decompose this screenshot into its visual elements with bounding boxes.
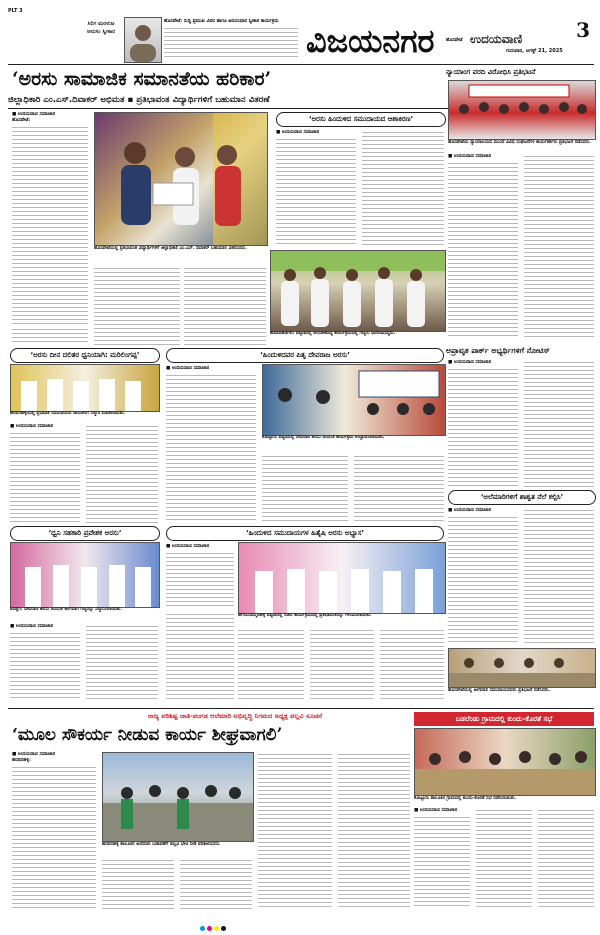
page-number: 3 — [576, 18, 590, 42]
registration-marks — [200, 916, 440, 924]
bottom-right-col3 — [538, 808, 594, 909]
folio: PLT 3 — [8, 8, 23, 14]
group-photo-icon — [271, 251, 445, 331]
box2-col2 — [86, 424, 158, 523]
box1-headline: ‘ಅರಸು ಹಿಂದುಳಿದ ಸಮುದಾಯದ ಆಶಾಕಿರಣ’ — [276, 112, 446, 127]
bottom-right-col2 — [476, 808, 532, 909]
black-mark — [221, 926, 226, 931]
box4-col4 — [310, 628, 374, 701]
bottom-right-caption: ಕೊಟ್ಟೂರು ತಾಲೂಕಿನ ಗ್ರಾಮದಲ್ಲಿ ಕುಂದು-ಕೊರತೆ ಸಭೆ ನಡೆಸಲಾಯಿತು. — [414, 796, 517, 801]
box5-photo — [10, 542, 160, 608]
masthead-title: ವಿಜಯನಗರ — [306, 22, 435, 60]
lead-column-3 — [184, 266, 266, 346]
magenta-mark — [207, 926, 212, 931]
columnist-photo — [124, 17, 162, 63]
bottom-photo — [102, 752, 254, 842]
box5-col1 — [10, 631, 80, 701]
protest-caption: ಹೊಸಪೇಟೆಯ ನ್ಯಾಯಾಲಯದ ಮುಂದೆ ವಿವಿಧ ಸಂಘಟನೆಗಳ ಕಾರ್ಯಕರ್ತರು ಪ್ರತಿಭಟನೆ ನಡೆಸಿದರು. — [448, 140, 592, 145]
box5-col2 — [86, 624, 158, 701]
box3-col1 — [166, 373, 256, 523]
box4-caption: ಹಗರಿಬೊಮ್ಮನಹಳ್ಳಿ ಪಟ್ಟಣದಲ್ಲಿ ನಡೆದ ಕಾರ್ಯಕ್ರಮದಲ್ಲಿ ಪ್ರತಿಭಾವಂತರನ್ನು ಗೌರವಿಸಲಾಯಿತು. — [238, 613, 372, 618]
right-byline: ■ ಉದಯವಾಣಿ ಸಮಾಚಾರ — [448, 154, 492, 159]
box5-caption: ಕೂಡ್ಲಿಗಿ: ದೇವರಾಜ ಅರಸು ಜಯಂತಿ ಅಂಗವಾಗಿ ಗಣ್ಯರನ್ನು ಸನ್ಮಾನಿಸಲಾಯಿತು. — [10, 607, 122, 612]
box3-col2 — [262, 454, 348, 523]
dais-icon — [263, 365, 445, 435]
bottom-dateline: ಹರಪನಹಳ್ಳಿ: — [12, 758, 31, 763]
box2-caption: ಹರಪನಹಳ್ಳಿಯಲ್ಲಿ ಪ್ರಭಾವಿತ ಸಮುದಾಯದ ನಾಯಕರಿಗೆ ಸನ್ಮಾನ ಮಾಡಲಾಯಿತು. — [10, 411, 126, 416]
box4-col3 — [238, 628, 304, 701]
cyan-mark — [200, 926, 205, 931]
lead-headline: ‘ಅರಸು ಸಾಮಾಜಿಕ ಸಮಾನತೆಯ ಹರಿಕಾರ’ — [12, 68, 272, 90]
lead-rule — [8, 108, 448, 109]
box1-col2 — [362, 130, 444, 247]
portrait-icon — [125, 18, 161, 62]
notice-headline: ಅಪ್ರಾವೃತ ಪಾರ್ಕ್ ಅಭ್ಯರ್ಥಿಗಳಿಗೆ ನೋಟಿಸ್ — [446, 346, 550, 355]
box5-byline: ■ ಉದಯವಾಣಿ ಸಮಾಚಾರ — [10, 624, 54, 629]
crowd-icon — [449, 81, 595, 139]
box5-headline: ‘ಧ್ವನಿ ಸಹಕಾರಿ ಪ್ರವೇಶಕ ಅರಸು’ — [10, 526, 160, 541]
bottom-right-col1 — [414, 815, 470, 909]
box4-col5 — [380, 628, 444, 701]
right-col1 — [448, 161, 518, 339]
box1-col1 — [276, 137, 356, 247]
quote-label: ಸಿರಿಗ ಮರಳುಜ ಅನುಸಂ ಸ್ವೀಕಾರ — [87, 21, 115, 35]
masthead-rule — [8, 64, 594, 65]
right-col2 — [524, 154, 594, 339]
village-meeting-icon — [415, 729, 595, 795]
box3-caption: ಕೊಟ್ಟೂರು ಪಟ್ಟಣದಲ್ಲಿ ದೇವರಾಜ ಅರಸು ಜಯಂತಿ ಕಾರ್ಯಕ್ರಮ ಉದ್ಘಾಟಿಸಲಾಯಿತು. — [262, 435, 385, 440]
box6-byline: ■ ಉದಯವಾಣಿ ಸಮಾಚಾರ — [448, 508, 492, 513]
masthead-info — [446, 20, 594, 62]
notice-col1 — [448, 367, 518, 487]
lead-column-1 — [12, 125, 88, 325]
lead-photo — [94, 112, 268, 246]
box1-photo — [270, 250, 446, 332]
box4-byline: ■ ಉದಯವಾಣಿ ಸಮಾಚಾರ — [166, 544, 210, 549]
edition: ಹೊಸಪೇಟೆ — [446, 38, 463, 43]
box3-headline: ‘ಹಿಂದುಳಿದವರ ಪಿತೃ ದೇವರಾಜ ಅರಸು’ — [166, 348, 444, 363]
bottom-kicker: ರಾಜ್ಯ ಪರಿಶಿಷ್ಟ ಜಾತಿ-ಪಂಗಡ ಆಲೆಮಾರಿ ಅಭಿವೃದ್ಧಿ ನಿಗಮದ ಅಧ್ಯಕ್ಷ ಪಲ್ಲವಿ ಸೂಚನೆ — [147, 712, 323, 720]
bottom-byline: ■ ಉದಯವಾಣಿ ಸಮಾಚಾರ — [12, 752, 56, 757]
bottom-right-photo — [414, 728, 596, 796]
bottom-col4 — [258, 752, 332, 909]
bottom-rule — [8, 708, 594, 709]
lead-subhead: ಜಿಲ್ಲಾಧಿಕಾರಿ ಎಂ.ಎಸ್.ದಿವಾಕರ್ ಅಭಿಮತ ▪ ಪ್ರತಿಭಾವಂತ ವಿದ್ಯಾರ್ಥಿಗಳಿಗೆ ಬಹುಮಾನ ವಿತರಣೆ — [8, 95, 270, 105]
box4-col2 — [166, 612, 234, 701]
lead-dateline: ಹೊಸಪೇಟೆ: — [12, 118, 31, 123]
lead-byline: ■ ಉದಯವಾಣಿ ಸಮಾಚಾರ — [12, 112, 56, 117]
box2-photo — [10, 364, 160, 412]
box6-col2 — [524, 508, 594, 645]
notice-col2 — [524, 360, 594, 487]
right-top-headline: ನ್ಯಾಯಾಂಗ ವರದಿ ವಿರೋಧಿಸಿ ಪ್ರತಿಭಟನೆ — [446, 68, 536, 76]
box4-photo — [238, 542, 446, 614]
felicitation-icon — [11, 543, 159, 607]
meeting-icon — [449, 649, 595, 687]
box3-byline: ■ ಉದಯವಾಣಿ ಸಮಾಚಾರ — [166, 366, 210, 371]
notice-byline: ■ ಉದಯವಾಣಿ ಸಮಾಚಾರ — [448, 360, 492, 365]
issue-date: ಗುರುವಾರ, ಆಗಸ್ಟ್ 21, 2025 — [506, 48, 563, 54]
box4-col1 — [166, 551, 234, 607]
bottom-headline: ‘ಮೂಲ ಸೌಕರ್ಯ ನೀಡುವ ಕಾರ್ಯ ಶೀಘ್ರವಾಗಲಿ’ — [12, 725, 283, 745]
alemari-caption: ಹೊಸಪೇಟೆಯಲ್ಲಿ ಅಲೆಮಾರಿ ಸಮುದಾಯದವರು ಪ್ರತಿಭಟನೆ ನಡೆಸಿದರು. — [448, 688, 551, 693]
box1-caption: ಹೂವಿನಹಡಗಲಿ: ಪಟ್ಟಣದಲ್ಲಿ ಆಯೋಜಿಸಿದ್ದ ಕಾರ್ಯಕ್ರಮದಲ್ಲಿ ಗಣ್ಯರು ಭಾಗವಹಿಸಿದ್ದರು. — [270, 331, 396, 336]
lead-column-1b — [12, 327, 88, 343]
bottom-right-headline: ಬಡಲೆಂಡು ಗ್ರಾಮದಲ್ಲಿ ಕುಂದು-ಕೊರತೆ ಸಭೆ — [414, 712, 594, 726]
protest-photo — [448, 80, 596, 140]
honour-icon — [239, 543, 445, 613]
bottom-col2 — [102, 858, 174, 909]
paper-name: ಉದಯವಾಣಿ — [470, 32, 523, 46]
site-visit-icon — [103, 753, 253, 841]
box2-col1 — [10, 431, 80, 523]
box3-photo — [262, 364, 446, 436]
box3-col3 — [354, 454, 444, 523]
bottom-caption: ಹರಪನಹಳ್ಳಿ ತಾಲೂಕಿನ ಅಲೆಮಾರಿ ಬಡಾವಣೆಗೆ ಪಲ್ಲವಿ ಭೇಟಿ ನೀಡಿ ಪರಿಶೀಲಿಸಿದರು. — [102, 842, 221, 847]
bottom-col1 — [12, 765, 96, 909]
stage-icon — [11, 365, 159, 411]
quote-text: ಹೊಸಪೇಟೆ: ಸುದ್ದಿ ಪ್ರಮುಖ ವಿವರ ಹಾಗೂ ಅನುಸಂಧಾನ ಸ್ವೀಕಾರ ಕಾರ್ಯಕ್ರಮ — [164, 18, 298, 25]
box2-headline: ‘ಅರಸು ದೀನ ದಲಿತರ ಧ್ವನಿಯಾಗಿ: ಮರಿಲಿಂಗಪ್ಪ’ — [10, 348, 160, 363]
box1-byline: ■ ಉದಯವಾಣಿ ಸಮಾಚಾರ — [276, 130, 320, 135]
lead-photo-caption: ಹೊಸಪೇಟೆಯಲ್ಲಿ ಪ್ರತಿಭಾವಂತ ವಿದ್ಯಾರ್ಥಿಗಳಿಗೆ ಜಿಲ್ಲಾಧಿಕಾರಿ ಎಂ.ಎಸ್. ದಿವಾಕರ್ ಬಹುಮಾನ ವಿತರಿಸಿದರು. — [94, 246, 247, 251]
bottom-right-byline: ■ ಉದಯವಾಣಿ ಸಮಾಚಾರ — [414, 808, 458, 813]
bottom-col5 — [338, 752, 410, 909]
yellow-mark — [214, 926, 219, 931]
bottom-col3 — [180, 858, 252, 909]
lead-column-2 — [94, 266, 180, 346]
box2-byline: ■ ಉದಯವಾಣಿ ಸಮಾಚಾರ — [10, 424, 54, 429]
box6-col1 — [448, 515, 518, 645]
award-photo-icon — [95, 113, 267, 245]
alemari-photo — [448, 648, 596, 688]
box6-headline: ‘ಅಲೆಮಾರಿಗಳಿಗೆ ಶಾಶ್ವತ ನೆಲೆ ಕಲ್ಪಿಸಿ’ — [448, 490, 596, 505]
box4-headline: ‘ಹಿಂದುಳಿದ ಸಮುದಾಯಗಳ ಹಿತೈಷಿ ಅರಸು ಅಭ್ಯಾಸ’ — [166, 526, 444, 541]
